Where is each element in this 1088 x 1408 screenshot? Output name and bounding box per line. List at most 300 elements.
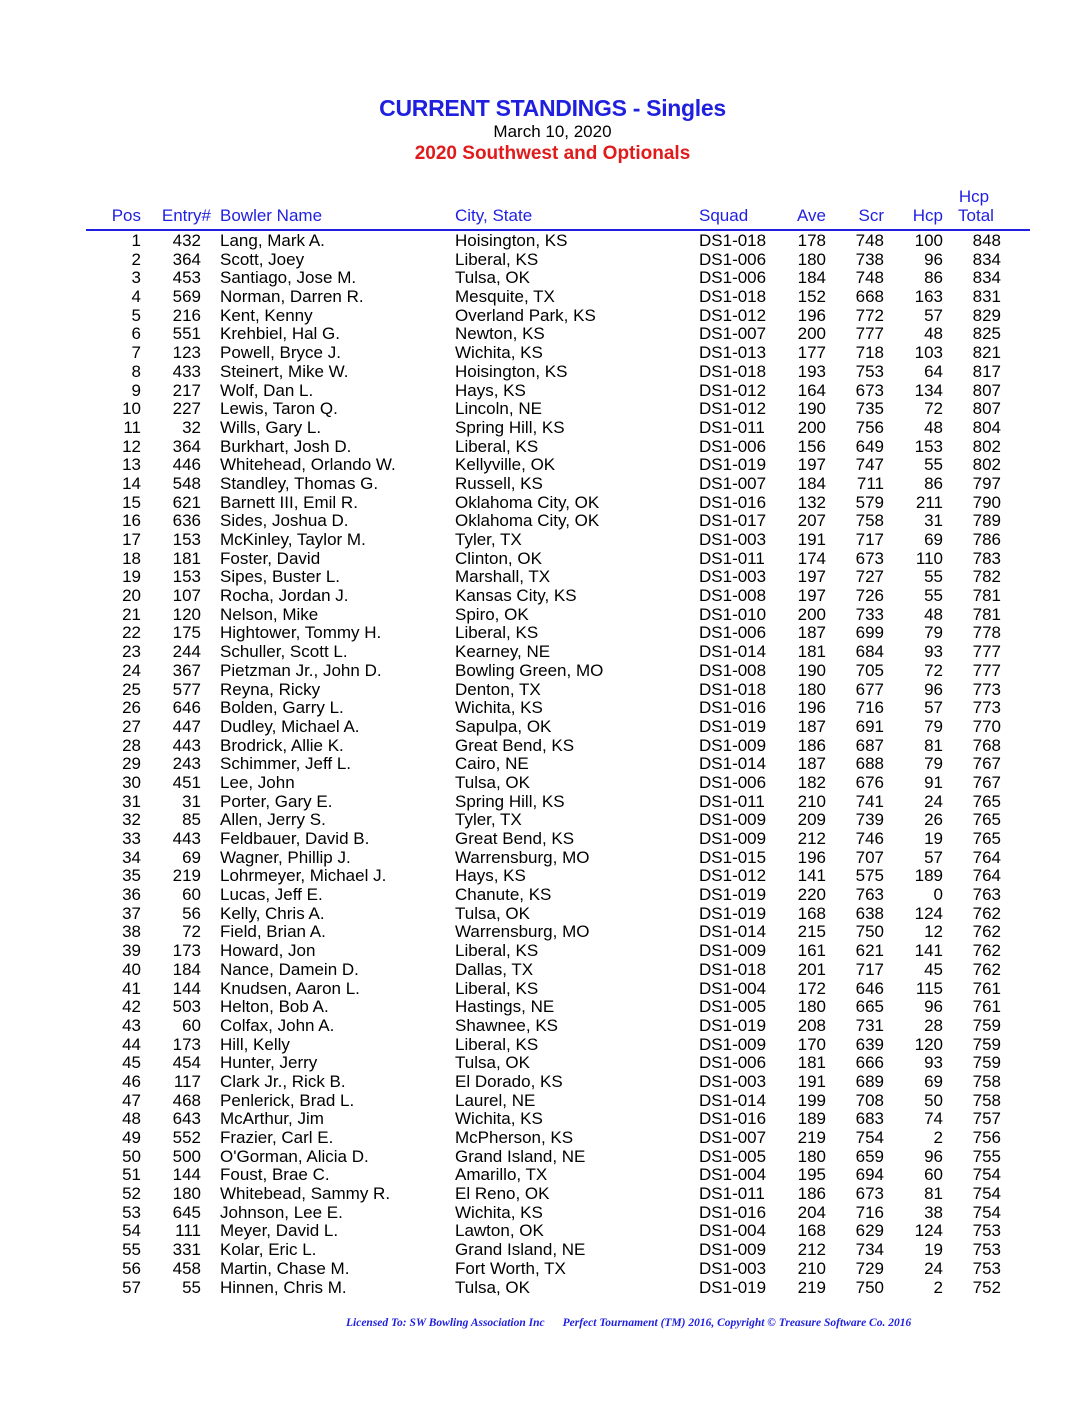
cell-entry: 69 (182, 847, 201, 867)
cell-scr: 705 (855, 660, 884, 680)
cell-bowler-name: Santiago, Jose M. (220, 268, 357, 288)
cell-bowler-name: Meyer, David L. (220, 1221, 339, 1241)
cell-entry: 443 (172, 829, 201, 848)
cell-squad: DS1-007 (699, 324, 767, 344)
cell-pos: 40 (122, 959, 141, 979)
cell-scr: 747 (855, 455, 884, 475)
cell-city-state: Tulsa, OK (455, 903, 530, 923)
cell-bowler-name: Penlerick, Brad L. (220, 1090, 355, 1110)
cell-entry: 216 (172, 305, 201, 325)
cell-scr: 718 (855, 343, 884, 363)
cell-entry: 173 (172, 1034, 201, 1054)
cell-pos: 51 (122, 1165, 141, 1185)
cell-hcp-total: 777 (972, 642, 1001, 662)
cell-hcp: 60 (924, 1165, 943, 1185)
cell-ave: 172 (797, 978, 826, 998)
cell-entry: 446 (172, 455, 201, 475)
cell-squad: DS1-006 (699, 436, 767, 456)
cell-pos: 2 (131, 249, 141, 269)
cell-hcp-total: 767 (972, 772, 1001, 792)
cell-city-state: Liberal, KS (455, 436, 539, 456)
cell-bowler-name: Nance, Damein D. (220, 959, 359, 979)
cell-hcp: 96 (924, 249, 943, 269)
cell-entry: 433 (172, 361, 201, 381)
cell-city-state: Marshall, TX (455, 567, 551, 587)
cell-hcp: 45 (924, 959, 943, 979)
cell-scr: 639 (855, 1034, 884, 1054)
cell-hcp-total: 762 (972, 922, 1001, 942)
cell-ave: 212 (797, 1240, 826, 1260)
cell-ave: 180 (797, 679, 826, 699)
cell-entry: 443 (172, 735, 201, 755)
cell-pos: 9 (131, 380, 141, 400)
cell-entry: 180 (172, 1184, 201, 1204)
cell-pos: 46 (122, 1071, 141, 1091)
cell-city-state: Kansas City, KS (455, 586, 577, 606)
cell-bowler-name: Hunter, Jerry (220, 1053, 318, 1073)
table-row (0, 493, 1088, 512)
cell-hcp-total: 754 (972, 1165, 1001, 1185)
cell-pos: 35 (122, 866, 141, 886)
cell-hcp-total: 781 (972, 604, 1001, 624)
cell-entry: 175 (172, 623, 201, 643)
cell-hcp-total: 834 (972, 249, 1001, 269)
cell-entry: 117 (173, 1071, 201, 1091)
cell-ave: 187 (797, 754, 826, 774)
cell-entry: 144 (172, 978, 201, 998)
cell-scr: 748 (855, 268, 884, 288)
cell-pos: 4 (131, 287, 141, 307)
cell-hcp-total: 804 (972, 417, 1001, 437)
cell-squad: DS1-011 (699, 417, 765, 437)
cell-entry: 144 (172, 1165, 201, 1185)
cell-hcp: 141 (914, 941, 943, 961)
cell-scr: 688 (855, 754, 884, 774)
cell-pos: 23 (122, 642, 141, 662)
cell-city-state: Kearney, NE (455, 642, 551, 662)
cell-hcp: 91 (924, 772, 943, 792)
cell-scr: 649 (855, 436, 884, 456)
cell-city-state: Tulsa, OK (455, 1277, 530, 1297)
cell-pos: 50 (122, 1146, 141, 1166)
cell-bowler-name: Nelson, Mike (220, 604, 319, 624)
cell-entry: 85 (182, 810, 201, 830)
cell-scr: 754 (855, 1128, 884, 1147)
cell-city-state: Warrensburg, MO (455, 922, 590, 942)
cell-ave: 152 (797, 287, 826, 307)
cell-city-state: Hoisington, KS (455, 231, 568, 250)
table-row (0, 1053, 1088, 1072)
cell-squad: DS1-003 (699, 1071, 767, 1091)
cell-hcp-total: 759 (972, 1034, 1001, 1054)
cell-hcp-total: 764 (972, 866, 1001, 886)
cell-entry: 646 (172, 698, 201, 718)
cell-pos: 5 (131, 305, 141, 325)
cell-pos: 45 (122, 1053, 141, 1073)
cell-ave: 141 (797, 866, 826, 886)
cell-hcp-total: 767 (972, 754, 1001, 774)
cell-hcp: 153 (914, 436, 943, 456)
cell-scr: 735 (855, 399, 884, 419)
cell-hcp: 2 (933, 1277, 943, 1297)
cell-bowler-name: Lohrmeyer, Michael J. (220, 866, 387, 886)
table-row (0, 343, 1088, 362)
cell-squad: DS1-009 (699, 941, 767, 961)
cell-scr: 738 (855, 249, 884, 269)
cell-pos: 1 (131, 231, 141, 250)
cell-pos: 21 (122, 604, 141, 624)
table-row (0, 979, 1088, 998)
cell-entry: 217 (172, 380, 201, 400)
cell-city-state: Cairo, NE (455, 754, 529, 774)
cell-city-state: El Dorado, KS (455, 1071, 563, 1091)
cell-hcp: 55 (924, 567, 943, 587)
cell-squad: DS1-011 (699, 548, 765, 568)
cell-scr: 677 (855, 679, 884, 699)
cell-hcp-total: 752 (972, 1277, 1001, 1297)
cell-city-state: Grand Island, NE (455, 1146, 586, 1166)
cell-ave: 215 (797, 922, 826, 942)
cell-entry: 32 (182, 417, 201, 437)
col-header-ave: Ave (797, 206, 826, 225)
cell-hcp-total: 829 (972, 305, 1001, 325)
cell-ave: 186 (797, 1184, 826, 1204)
cell-squad: DS1-010 (699, 604, 767, 624)
cell-bowler-name: Standley, Thomas G. (220, 473, 379, 493)
cell-ave: 196 (797, 305, 826, 325)
cell-entry: 367 (172, 660, 201, 680)
cell-entry: 551 (172, 324, 201, 344)
cell-scr: 734 (855, 1240, 884, 1260)
cell-pos: 55 (122, 1240, 141, 1260)
table-row (0, 941, 1088, 960)
table-row (0, 1016, 1088, 1035)
cell-hcp: 19 (924, 829, 943, 848)
cell-ave: 219 (797, 1277, 826, 1297)
cell-pos: 29 (122, 754, 141, 774)
cell-squad: DS1-003 (699, 1258, 767, 1278)
cell-bowler-name: Knudsen, Aaron L. (220, 978, 360, 998)
cell-city-state: Oklahoma City, OK (455, 492, 600, 512)
cell-ave: 197 (797, 586, 826, 606)
cell-bowler-name: Whitebead, Sammy R. (220, 1184, 391, 1204)
cell-hcp-total: 782 (972, 567, 1001, 587)
cell-scr: 646 (855, 978, 884, 998)
cell-squad: DS1-003 (699, 567, 767, 587)
cell-hcp-total: 759 (972, 1053, 1001, 1073)
table-row (0, 399, 1088, 418)
cell-city-state: Hays, KS (455, 866, 526, 886)
cell-bowler-name: Burkhart, Josh D. (220, 436, 352, 456)
cell-scr: 629 (855, 1221, 884, 1241)
cell-scr: 673 (855, 380, 884, 400)
col-header-hcp-total-top: Hcp (958, 187, 990, 206)
cell-scr: 638 (855, 903, 884, 923)
cell-squad: DS1-014 (699, 754, 767, 774)
table-row (0, 885, 1088, 904)
cell-city-state: Tulsa, OK (455, 268, 530, 288)
cell-hcp: 24 (924, 791, 943, 811)
table-row (0, 231, 1088, 250)
cell-scr: 748 (855, 231, 884, 250)
cell-hcp: 86 (924, 473, 943, 493)
table-row (0, 567, 1088, 586)
cell-squad: DS1-009 (699, 829, 767, 848)
cell-scr: 659 (855, 1146, 884, 1166)
cell-city-state: Laurel, NE (455, 1090, 536, 1110)
cell-entry: 453 (172, 268, 201, 288)
cell-bowler-name: Hightower, Tommy H. (220, 623, 382, 643)
table-row (0, 1165, 1088, 1184)
cell-pos: 42 (122, 997, 141, 1017)
footer-license: Licensed To: SW Bowling Association Inc (346, 1317, 545, 1329)
footer-copyright: Perfect Tournament (TM) 2016, Copyright © Treasure Software Co. 2016 (562, 1317, 912, 1329)
table-row (0, 904, 1088, 923)
cell-pos: 43 (122, 1015, 141, 1035)
cell-bowler-name: Wagner, Phillip J. (220, 847, 351, 867)
table-row (0, 680, 1088, 699)
cell-hcp-total: 754 (972, 1202, 1001, 1222)
cell-city-state: McPherson, KS (455, 1128, 574, 1147)
cell-pos: 15 (122, 492, 141, 512)
cell-pos: 13 (122, 455, 141, 475)
cell-bowler-name: Allen, Jerry S. (220, 810, 326, 830)
cell-city-state: Amarillo, TX (455, 1165, 548, 1185)
cell-hcp: 120 (914, 1034, 943, 1054)
page-title: CURRENT STANDINGS - Singles (379, 95, 726, 121)
cell-bowler-name: Wills, Gary L. (220, 417, 322, 437)
cell-hcp: 79 (924, 754, 943, 774)
cell-scr: 756 (855, 417, 884, 437)
cell-city-state: Hoisington, KS (455, 361, 568, 381)
cell-bowler-name: Rocha, Jordan J. (220, 586, 349, 606)
cell-pos: 37 (122, 903, 141, 923)
cell-hcp-total: 757 (972, 1109, 1001, 1129)
cell-squad: DS1-019 (699, 1015, 767, 1035)
cell-bowler-name: Powell, Bryce J. (220, 343, 341, 363)
col-header-scr: Scr (858, 206, 884, 225)
cell-ave: 161 (797, 941, 826, 961)
cell-city-state: Wichita, KS (455, 1109, 543, 1129)
report-date: March 10, 2020 (493, 122, 612, 141)
cell-pos: 32 (122, 810, 141, 830)
table-row (0, 1278, 1088, 1297)
cell-scr: 772 (855, 305, 884, 325)
cell-city-state: Dallas, TX (455, 959, 534, 979)
cell-entry: 55 (182, 1277, 201, 1297)
cell-entry: 548 (172, 473, 201, 493)
cell-entry: 56 (182, 903, 201, 923)
cell-scr: 717 (855, 530, 884, 549)
cell-squad: DS1-009 (699, 810, 767, 830)
cell-ave: 190 (797, 660, 826, 680)
cell-ave: 178 (797, 231, 826, 250)
table-row (0, 1072, 1088, 1091)
cell-squad: DS1-016 (699, 492, 767, 512)
cell-hcp: 93 (924, 1053, 943, 1073)
cell-scr: 729 (855, 1258, 884, 1278)
table-row (0, 754, 1088, 773)
cell-entry: 31 (182, 791, 201, 811)
cell-hcp-total: 761 (972, 997, 1001, 1017)
cell-entry: 643 (172, 1109, 201, 1129)
cell-scr: 716 (855, 1202, 884, 1222)
cell-ave: 184 (797, 268, 826, 288)
col-header-bowler-name: Bowler Name (220, 206, 323, 225)
cell-hcp-total: 831 (972, 287, 1001, 307)
cell-hcp-total: 758 (972, 1071, 1001, 1091)
cell-entry: 432 (172, 231, 201, 250)
col-header-pos: Pos (111, 206, 141, 225)
table-row (0, 1091, 1088, 1110)
cell-ave: 182 (797, 772, 826, 792)
cell-hcp: 57 (924, 847, 943, 867)
cell-hcp-total: 753 (972, 1221, 1001, 1241)
cell-hcp-total: 777 (972, 660, 1001, 680)
cell-entry: 123 (172, 343, 201, 363)
cell-bowler-name: Whitehead, Orlando W. (220, 455, 396, 475)
cell-pos: 52 (122, 1184, 141, 1204)
cell-entry: 636 (172, 511, 201, 531)
cell-hcp: 69 (924, 1071, 943, 1091)
cell-pos: 57 (122, 1277, 141, 1297)
cell-city-state: Lawton, OK (455, 1221, 544, 1241)
cell-scr: 777 (855, 324, 884, 344)
cell-bowler-name: Sides, Joshua D. (220, 511, 349, 531)
col-header-squad: Squad (699, 206, 749, 225)
cell-pos: 27 (122, 716, 141, 736)
table-row (0, 474, 1088, 493)
cell-pos: 36 (122, 885, 141, 905)
cell-scr: 691 (855, 716, 884, 736)
table-row (0, 287, 1088, 306)
cell-bowler-name: Dudley, Michael A. (220, 716, 360, 736)
cell-pos: 34 (122, 847, 141, 867)
cell-pos: 20 (122, 586, 141, 606)
cell-ave: 199 (797, 1090, 826, 1110)
cell-ave: 212 (797, 829, 826, 848)
cell-squad: DS1-019 (699, 903, 767, 923)
cell-squad: DS1-011 (699, 1184, 765, 1204)
cell-hcp: 124 (914, 903, 943, 923)
cell-bowler-name: Sipes, Buster L. (220, 567, 341, 587)
cell-squad: DS1-019 (699, 716, 767, 736)
cell-hcp: 93 (924, 642, 943, 662)
cell-city-state: Wichita, KS (455, 698, 543, 718)
cell-hcp: 189 (914, 866, 943, 886)
table-row (0, 773, 1088, 792)
cell-scr: 665 (855, 997, 884, 1017)
cell-ave: 132 (797, 492, 826, 512)
cell-bowler-name: Steinert, Mike W. (220, 361, 349, 381)
cell-city-state: Great Bend, KS (455, 735, 575, 755)
cell-hcp: 19 (924, 1240, 943, 1260)
cell-hcp-total: 786 (972, 530, 1001, 549)
cell-squad: DS1-006 (699, 772, 767, 792)
cell-pos: 25 (122, 679, 141, 699)
cell-scr: 741 (855, 791, 884, 811)
cell-ave: 208 (797, 1015, 826, 1035)
cell-ave: 177 (797, 343, 826, 363)
cell-hcp: 211 (915, 492, 943, 512)
cell-bowler-name: Schuller, Scott L. (220, 642, 348, 662)
cell-pos: 24 (122, 660, 141, 680)
table-row (0, 1035, 1088, 1054)
table-row (0, 306, 1088, 325)
cell-hcp: 79 (924, 623, 943, 643)
cell-entry: 153 (172, 567, 201, 587)
cell-hcp: 31 (924, 511, 943, 531)
cell-pos: 12 (122, 436, 141, 456)
cell-hcp-total: 802 (972, 436, 1001, 456)
cell-hcp-total: 807 (972, 399, 1001, 419)
cell-bowler-name: Kelly, Chris A. (220, 903, 325, 923)
table-row (0, 736, 1088, 755)
table-row (0, 642, 1088, 661)
cell-scr: 739 (855, 810, 884, 830)
cell-bowler-name: Feldbauer, David B. (220, 829, 370, 848)
cell-pos: 10 (122, 399, 141, 419)
cell-ave: 190 (797, 399, 826, 419)
cell-hcp-total: 758 (972, 1090, 1001, 1110)
cell-ave: 193 (797, 361, 826, 381)
cell-pos: 41 (122, 978, 141, 998)
cell-hcp: 64 (924, 361, 943, 381)
cell-city-state: Bowling Green, MO (455, 660, 604, 680)
cell-entry: 244 (172, 642, 201, 662)
cell-squad: DS1-008 (699, 660, 767, 680)
cell-scr: 717 (855, 959, 884, 979)
cell-ave: 180 (797, 249, 826, 269)
cell-city-state: Grand Island, NE (455, 1240, 586, 1260)
cell-bowler-name: Lewis, Taron Q. (220, 399, 338, 419)
cell-city-state: Overland Park, KS (455, 305, 596, 325)
cell-bowler-name: Foster, David (220, 548, 321, 568)
cell-city-state: Tyler, TX (455, 810, 522, 830)
cell-city-state: Shawnee, KS (455, 1015, 559, 1035)
cell-hcp-total: 770 (972, 716, 1001, 736)
cell-city-state: Hays, KS (455, 380, 526, 400)
cell-hcp: 57 (924, 305, 943, 325)
table-row (0, 437, 1088, 456)
cell-entry: 111 (175, 1221, 201, 1241)
col-header-hcp: Hcp (912, 206, 943, 225)
cell-hcp-total: 761 (972, 978, 1001, 998)
cell-ave: 219 (797, 1128, 826, 1147)
cell-city-state: Warrensburg, MO (455, 847, 590, 867)
cell-city-state: Sapulpa, OK (455, 716, 552, 736)
cell-pos: 19 (122, 567, 141, 587)
cell-ave: 189 (797, 1109, 826, 1129)
cell-hcp-total: 765 (972, 829, 1001, 848)
cell-pos: 54 (122, 1221, 141, 1241)
cell-city-state: Clinton, OK (455, 548, 542, 568)
table-row (0, 623, 1088, 642)
cell-hcp-total: 789 (972, 511, 1001, 531)
cell-pos: 7 (131, 343, 141, 363)
cell-hcp-total: 754 (972, 1184, 1001, 1204)
cell-hcp: 55 (924, 586, 943, 606)
cell-scr: 676 (855, 772, 884, 792)
cell-entry: 60 (182, 1015, 201, 1035)
table-row (0, 1221, 1088, 1240)
cell-bowler-name: Barnett III, Emil R. (220, 492, 358, 512)
cell-entry: 451 (172, 772, 201, 792)
table-row (0, 661, 1088, 680)
cell-pos: 47 (122, 1090, 141, 1110)
cell-squad: DS1-018 (699, 231, 767, 250)
cell-hcp: 28 (924, 1015, 943, 1035)
